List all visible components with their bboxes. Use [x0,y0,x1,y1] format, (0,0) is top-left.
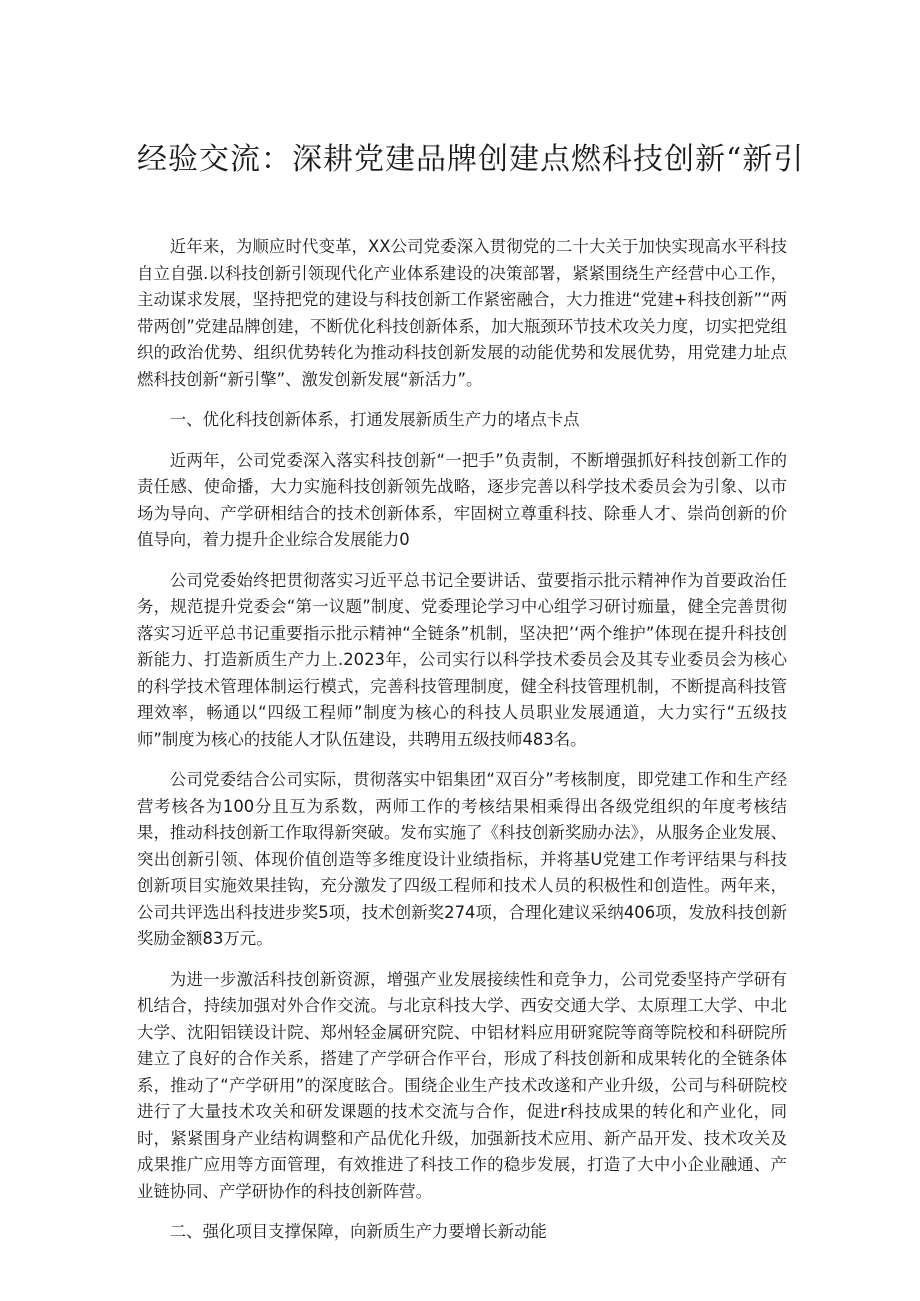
paragraph: 公司党委结合公司实际，贯彻落实中铝集团“双百分”考核制度，即党建工作和生产经营考核各为100分且互为系数，两师工作的考核结果相乘得出各级党组织的年度考核结果，推动科技创新工作取得新突破。发布实施了《科技创新奖励办法》，从服务企业发展、突出创新引领、体现价值创造等多维度设计业绩指标，并将基U党建工作考评结果与科技创新项目实施效果挂钩，充分激发了四级工程师和技术人员的积极性和创造性。两年来，公司共评选出科技进步奖5项，技术创新奖274项，合理化建议采纳406项，发放科技创新奖励金额83万元。 [137,770,787,948]
paragraph: 公司党委始终把贯彻落实习近平总书记全要讲话、萤要指示批示精神作为首要政治任务，规范提升党委会“第一议题”制度、党委理论学习中心组学习研讨痂量，健全完善贯彻落实习近平总书记重要指示批示精神“全链条”机制，坚决把’‘两个维护”体现在提升科技创新能力、打造新质生产力上.2023年，公司实行以科学技术委员会及其专业委员会为核心的科学技术管理体制运行模式，完善科技管理制度，健全科技管理机制，不断提高科技管理效率，畅通以“四级工程师”制度为核心的科技人员职业发展通道，大力实行“五级技师”制度为核心的技能人才队伍建设，共聘用五级技师483名。 [137,570,787,749]
paragraph-intro: 近年来，为顺应时代变革，XX公司党委深入贯彻党的二十大关于加快实现高水平科技自立自强.以科技创新引领现代化产业体系建设的决策部署，紧紧围绕生产经营中心工作，主动谋求发展，坚持把党的建设与科技创新工作紧密融合，大力推进“党建+科技创新”“两带两创”党建品牌创建，不断优化科技创新体系，加大瓶颈环节技术攻关力度，切实把党组织的政治优势、组织优势转化为推动科技创新发展的动能优势和发展优势，用党建力址点燃科技创新“新引擎”、激发创新发展“新活力”。 [137,237,787,389]
section-heading-2: 二、强化项目支撑保障，向新质生产力要增长新动能 [169,1222,547,1241]
paragraph: 近两年，公司党委深入落实科技创新“一把手”负责制，不断增强抓好科技创新工作的责任感、使命播，大力实施科技创新领先战略，逐步完善以科学技术委员会为引象、以市场为导向、产学研相结合的技术创新体系，牢固树立尊重科技、除垂人才、崇尚创新的价值导向，着力提升企业综合发展能力0 [137,450,787,549]
document-body [137,234,787,1260]
document-title: 经验交流：深耕党建品牌创建点燃科技创新“新引 [137,142,805,177]
section-heading-1: 一、优化科技创新体系，打通发展新质生产力的堵点卡点 [169,410,580,429]
paragraph: 为进一步激活科技创新资源，增强产业发展接续性和竞争力，公司党委坚持产学研有机结合，持续加强对外合作交流。与北京科技大学、西安交通大学、太原理工大学、中北大学、沈阳铝镁设计院、郑州轻金属研究院、中铝材料应用研窕院等商等院校和科研院所建立了良好的合作关系，搭建了产学研合作平台，形成了科技创新和成果转化的全链条体系，推动了“产学研用”的深度眩合。围绕企业生产技术改遂和产业升级，公司与科研院校进行了大量技术攻关和研发课题的技术交流与合作，促进r科技成果的转化和产业化，同时，紧紧围身产业结构调整和产品优化升级，加强新技术应用、新产品开发、技术攻关及成果推广应用等方面管理，有效推进了科技工作的稳步发展，打造了大中小企业融通、产业链协同、产学研协作的科技创新阵营。 [137,969,787,1201]
